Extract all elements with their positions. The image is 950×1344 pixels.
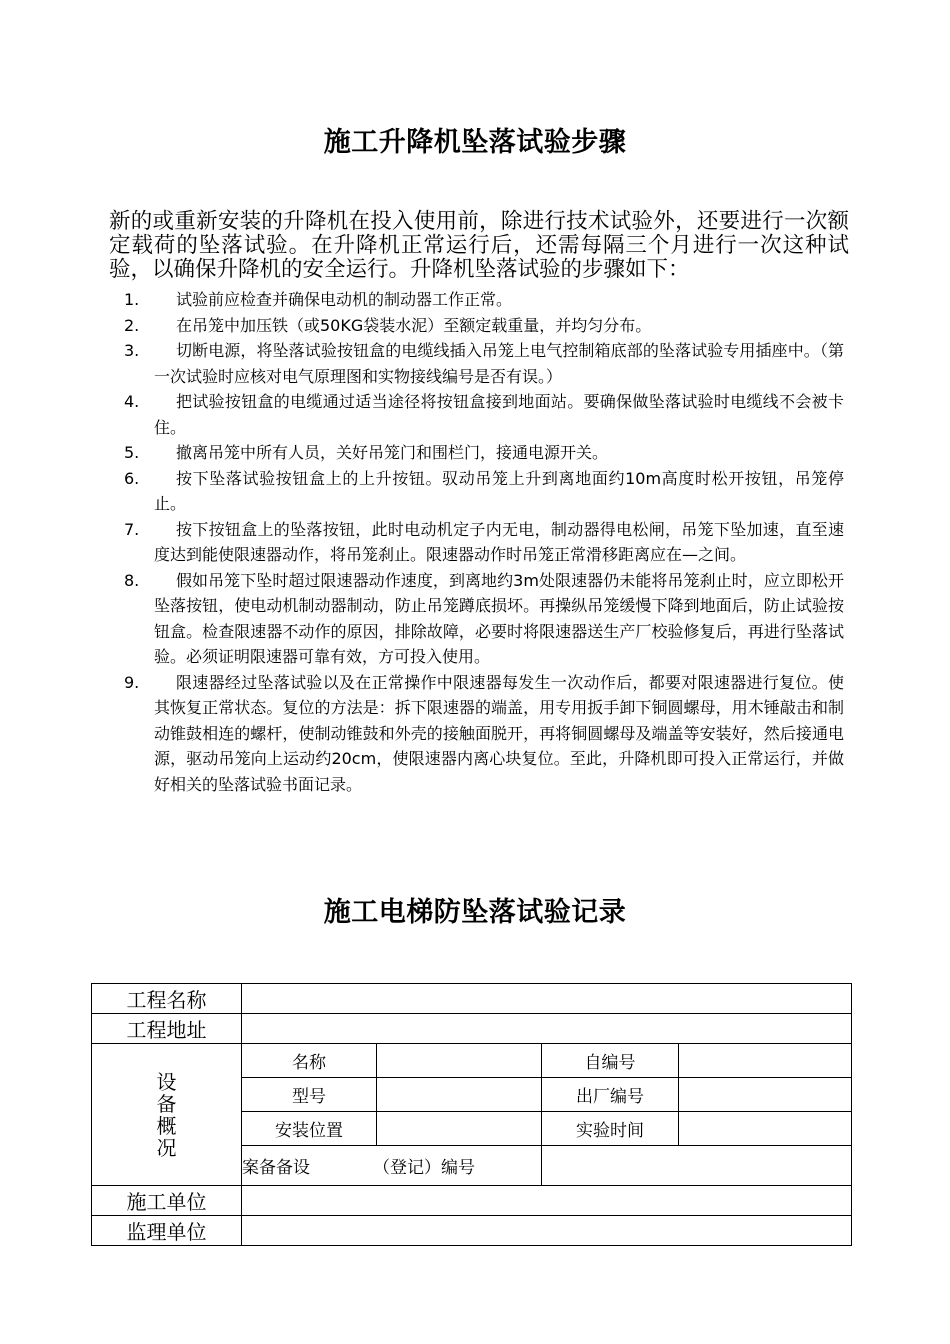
step-item — [124, 338, 844, 389]
equipment-name-value[interactable] — [377, 1044, 542, 1078]
step-item — [124, 517, 844, 568]
project-name-label: 工程名称 — [92, 984, 242, 1014]
step-text: 在吊笼中加压铁（或50KG袋装水泥）至额定载重量，并均匀分布。 — [176, 315, 652, 335]
install-location-value[interactable] — [377, 1112, 542, 1146]
install-location-label: 安装位置 — [242, 1112, 377, 1146]
project-name-value[interactable] — [242, 984, 852, 1014]
step-text: 试验前应检查并确保电动机的制动器工作正常。 — [176, 290, 513, 309]
step-text: 切断电源，将坠落试验按钮盒的电缆线插入吊笼上电气控制箱底部的坠落试验专用插座中。（第一次试验时应核对电气原理图和实物接线编号是否有误。） — [154, 341, 844, 386]
step-number: 1. — [124, 290, 140, 309]
step-item — [124, 440, 844, 466]
model-label: 型号 — [242, 1078, 377, 1112]
step-text: 假如吊笼下坠时超过限速器动作速度，到离地约3m处限速器仍未能将吊笼刹止时，应立即松开坠落按钮，使电动机制动器制动，防止吊笼蹲底损坏。再操纵吊笼缓慢下降到地面后，防止试验按钮盒。检查限速器不动作的原因，排除故障，必要时将限速器送生产厂校验修复后，再进行坠落试验。必须证明限速器可靠有效，方可投入使用。 — [154, 570, 844, 666]
step-text: 按下按钮盒上的坠落按钮，此时电动机定子内无电，制动器得电松闸，吊笼下坠加速，直至速度达到能使限速器动作，将吊笼刹止。限速器动作时吊笼正常滑移距离应在—之间。 — [154, 519, 844, 564]
backup-registration-label: 案备备设 （登记）编号 — [242, 1146, 542, 1186]
supervision-unit-value[interactable] — [242, 1216, 852, 1246]
step-number: 3. — [124, 341, 140, 360]
step-number: 4. — [124, 392, 140, 411]
supervision-unit-label: 监理单位 — [92, 1216, 242, 1246]
step-item — [124, 287, 844, 313]
step-number: 5. — [124, 443, 140, 462]
project-address-label: 工程地址 — [92, 1014, 242, 1044]
steps-list — [124, 287, 844, 797]
model-value[interactable] — [377, 1078, 542, 1112]
test-time-value[interactable] — [679, 1112, 852, 1146]
intro-paragraph: 新的或重新安装的升降机在投入使用前，除进行技术试验外，还要进行一次额定载荷的坠落试验。在升降机正常运行后，还需每隔三个月进行一次这种试验，以确保升降机的安全运行。升降机坠落试验的步骤如下： — [109, 209, 849, 282]
step-number: 6. — [124, 468, 140, 488]
step-number: 8. — [124, 570, 140, 590]
step-item — [124, 670, 844, 798]
step-item — [124, 568, 844, 670]
step-text: 把试验按钮盒的电缆通过适当途径将按钮盒接到地面站。要确保做坠落试验时电缆线不会被卡住。 — [154, 392, 844, 437]
self-number-value[interactable] — [679, 1044, 852, 1078]
factory-number-value[interactable] — [679, 1078, 852, 1112]
project-address-value[interactable] — [242, 1014, 852, 1044]
record-title: 施工电梯防坠落试验记录 — [323, 897, 627, 928]
step-item — [124, 466, 844, 517]
construction-unit-label: 施工单位 — [92, 1186, 242, 1216]
record-table — [91, 983, 852, 1246]
step-text: 限速器经过坠落试验以及在正常操作中限速器每发生一次动作后，都要对限速器进行复位。使其恢复正常状态。复位的方法是：拆下限速器的端盖，用专用扳手卸下铜圆螺母，用木锤敲击和制动锥鼓相连的螺杆，使制动锥鼓和外壳的接触面脱开，再将铜圆螺母及端盖等安装好，然后接通电源，驱动吊笼向上运动约20cm，使限速器内离心块复位。至此，升降机即可投入正常运行，并做好相关的坠落试验书面记录。 — [154, 672, 844, 794]
step-number: 7. — [124, 519, 140, 539]
step-text: 按下坠落试验按钮盒上的上升按钮。驭动吊笼上升到离地面约10m高度时松开按钮，吊笼停止。 — [154, 468, 844, 513]
step-text: 撤离吊笼中所有人员，关好吊笼门和围栏门，接通电源开关。 — [176, 443, 609, 462]
factory-number-label: 出厂编号 — [542, 1078, 679, 1112]
equipment-name-label: 名称 — [242, 1044, 377, 1078]
step-number: 9. — [124, 672, 140, 692]
construction-unit-value[interactable] — [242, 1186, 852, 1216]
equipment-overview-label: 设 备 概 况 — [92, 1044, 242, 1186]
backup-registration-value[interactable] — [542, 1146, 852, 1186]
test-time-label: 实验时间 — [542, 1112, 679, 1146]
step-number: 2. — [124, 315, 140, 335]
step-item — [124, 313, 844, 339]
self-number-label: 自编号 — [542, 1044, 679, 1078]
step-item — [124, 389, 844, 440]
procedure-title: 施工升降机坠落试验步骤 — [323, 127, 627, 158]
